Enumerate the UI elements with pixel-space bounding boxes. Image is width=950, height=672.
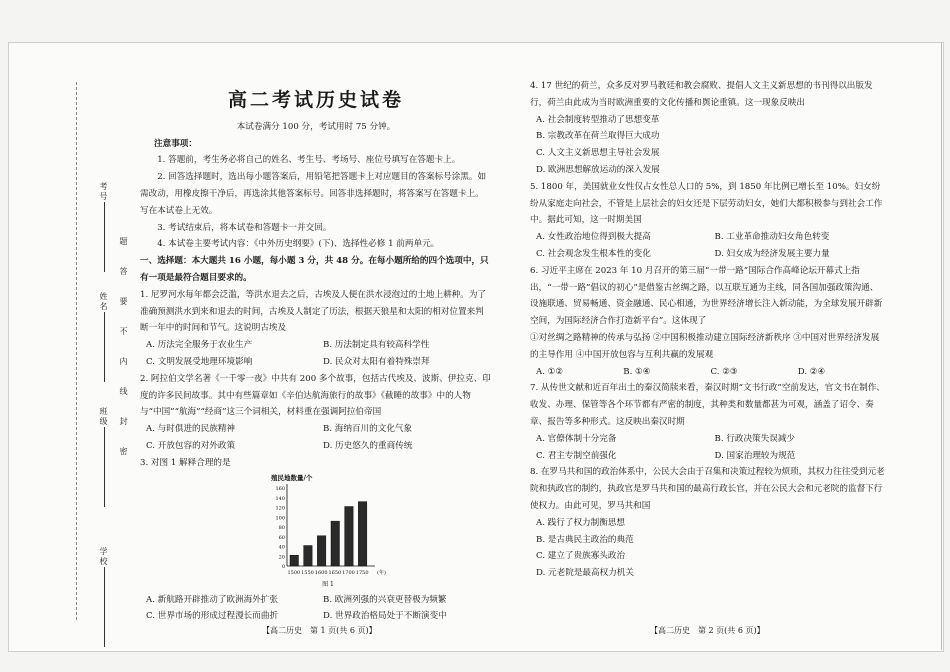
- option[interactable]: D. 元老院是最高权力机关: [536, 568, 634, 579]
- question-8-stem: 8. 在罗马共和国的政治体系中，公民大会由于召集和决策过程较为烦琐，其权力往往受到元老院和执政官的制约，执政官是罗马共和国的最高行政长官，并在公民大会和元老院的监督下行使权力。由此可见，罗马共和国: [530, 467, 885, 511]
- option[interactable]: C. 开放包容的对外政策: [146, 440, 236, 451]
- option[interactable]: B. 海纳百川的文化气象: [323, 424, 413, 435]
- x-tick-label: 1500: [287, 569, 301, 576]
- option[interactable]: C. 社会观念发生根本性的变化: [536, 248, 651, 259]
- label-school: 学校: [99, 547, 108, 567]
- notice-item: 4. 本试卷主要考试内容：《中外历史纲要》(下)、选择性必修 1 前两单元。: [157, 239, 440, 250]
- option[interactable]: C. 君主专制空前强化: [536, 450, 617, 461]
- question-7-options: [530, 431, 885, 465]
- option[interactable]: D. 世界政治格局处于不断演变中: [323, 611, 447, 622]
- y-tick-label: 20: [278, 553, 285, 560]
- figure-caption: 图 1: [322, 580, 334, 588]
- option[interactable]: D. 妇女成为经济发展主要力量: [714, 248, 830, 259]
- page-2-footer: 【高二历史 第 2 页(共 6 页)】: [650, 626, 765, 635]
- binding-margin: [8, 42, 128, 650]
- seal-char: 题: [119, 237, 128, 247]
- bar: [317, 535, 325, 565]
- option[interactable]: A. 女性政治地位得到极大提高: [536, 232, 651, 243]
- chart-title: 殖民地数量/个: [271, 473, 313, 482]
- option[interactable]: B. 是古典民主政治的典范: [536, 534, 634, 545]
- bar: [304, 545, 312, 565]
- exam-number-line: [104, 202, 105, 272]
- y-tick-label: 160: [275, 485, 285, 492]
- exam-title: 高二考试历史试卷: [227, 89, 404, 111]
- x-tick-label: 1600: [314, 569, 328, 576]
- bar: [345, 506, 353, 565]
- page-2-column: [530, 78, 885, 582]
- option[interactable]: C. 人文主义新思想主导社会发展: [536, 148, 660, 159]
- option[interactable]: A. 历法完全服务于农业生产: [146, 340, 253, 351]
- seal-char: 要: [119, 297, 128, 307]
- y-tick-label: 40: [278, 544, 285, 551]
- y-tick-label: 100: [275, 514, 285, 521]
- x-axis-label: (年): [377, 569, 386, 576]
- page-1-footer: 【高二历史 第 1 页(共 6 页)】: [262, 626, 377, 635]
- question-5-options: [530, 229, 885, 263]
- option[interactable]: A. 践行了权力制衡思想: [536, 517, 626, 528]
- question-6-stem: 6. 习近平主席在 2023 年 10 月召开的第三届“一带一路”国际合作高峰论坛开幕式上指出，“一带一路”倡议的初心”是借鉴古丝绸之路，以互联互通为主线，同各国加强政策沟通、设施联通、贸易畅通、资金融通、民心相通，为世界经济增长注入新动能，为全球发展开辟新空间，为国际经济合作打造新平台”。这体现了: [530, 265, 883, 327]
- y-tick-label: 80: [278, 524, 285, 531]
- y-tick-label: 0: [281, 563, 285, 570]
- question-1-stem: 1. 尼罗河水每年都会泛滥，等洪水退去之后，古埃及人便在洪水浸泡过的土地上耕种。为了准确预测洪水到来和退去的时间，古埃及人制定了历法，根据天狼星和太阳的相对位置来判断一年中的时间和节气。这说明古埃及: [140, 289, 487, 334]
- option[interactable]: D. 民众对太阳有着特殊崇拜: [323, 356, 430, 367]
- question-7-stem: 7. 从传世文献和近百年出土的秦汉简牍来看，秦汉时期“文书行政”空前发达，官文书在制作、收发、办理、保管等各个环节都有严密的制度，其种类和数量都甚为可观，涵盖了诏令、奏章、报告等多种形式。这反映出秦汉时期: [530, 383, 885, 427]
- option[interactable]: C. 世界市场的形成过程漫长而曲折: [146, 611, 279, 622]
- name-line: [104, 312, 105, 382]
- seal-char: 线: [119, 387, 128, 397]
- question-5-stem: 5. 1800 年，美国就业女性仅占女性总人口的 5%，到 1850 年比例已增长至 10%。妇女纷纷从家庭走向社会，不管是上层社会的妇女还是下层劳动妇女，她们大都积极参与到社会工作中。据此可知，这一时期美国: [530, 181, 883, 226]
- bar: [358, 501, 366, 565]
- notice-item: 3. 考试结束后，将本试卷和答题卡一并交回。: [157, 222, 332, 233]
- question-6-statements: ①对丝绸之路精神的传承与弘扬 ②中国积极推动建立国际经济新秩序 ③中国对世界经济发展的主导作用 ④中国开放包容与互利共赢的发展观: [530, 332, 880, 360]
- notice-item: 2. 回答选择题时，选出每小题答案后，用铅笔把答题卡上对应题目的答案标号涂黑。如需改动，用橡皮擦干净后，再选涂其他答案标号。回答非选择题时，将答案写在答题卡上。写在本试卷上无效。: [140, 172, 487, 216]
- section-heading: 一、选择题：本大题共 16 小题，每小题 3 分，共 48 分。在每小题所给的四个选项中，只有一项是最符合题目要求的。: [140, 256, 489, 283]
- notice-item: 1. 答题前，考生务必将自己的姓名、考生号、考场号、座位号填写在答题卡上。: [157, 155, 461, 166]
- label-name: 姓名: [99, 292, 108, 312]
- question-1-options: [140, 337, 492, 371]
- x-tick-label: 1650: [328, 569, 342, 576]
- option[interactable]: D. ②④: [797, 366, 826, 377]
- option[interactable]: B. 行政决策失误减少: [714, 433, 796, 444]
- option[interactable]: A. 官僚体制十分完备: [536, 433, 617, 444]
- option[interactable]: C. ②③: [710, 366, 738, 377]
- question-2-options: [140, 421, 492, 455]
- seal-dashed-line: [76, 82, 77, 620]
- option[interactable]: A. 社会制度转型推动了思想变革: [536, 114, 660, 125]
- class-line: [104, 427, 105, 507]
- option[interactable]: C. 文明发展受地理环境影响: [146, 356, 253, 367]
- option[interactable]: D. 欧洲思想解放运动的深入发展: [536, 164, 660, 175]
- exam-subtitle: 本试卷满分 100 分，考试用时 75 分钟。: [236, 121, 396, 132]
- question-4-stem: 4. 17 世纪的荷兰，众多反对罗马教廷和教会腐败、提倡人文主义新思想的书刊得以出版发行，荷兰由此成为当时欧洲重要的文化传播和舆论重镇。这一现象反映出: [530, 81, 873, 108]
- seal-char: 不: [119, 327, 128, 337]
- question-3-options: [140, 592, 492, 626]
- school-line: [104, 567, 105, 647]
- option[interactable]: A. 新航路开辟推动了欧洲海外扩张: [146, 594, 278, 605]
- x-tick-label: 1700: [342, 569, 355, 576]
- option[interactable]: B. 欧洲列强的兴衰更替极为频繁: [323, 594, 447, 605]
- bar: [290, 555, 298, 566]
- right-edge: [941, 42, 942, 650]
- y-tick-label: 120: [275, 505, 285, 512]
- question-2-stem: 2. 阿拉伯文学名著《一千零一夜》中共有 200 多个故事，包括古代埃及、波斯、伊拉克、印度的许多民间故事。其中有些篇章如《辛伯达航海旅行的故事》《截睡的故事》中的人物与“中国”“航海”“经商”这三个词相关，材料重在强调阿拉伯帝国: [140, 373, 491, 418]
- x-tick-label: 1750: [355, 569, 369, 576]
- option[interactable]: A. ①②: [536, 366, 564, 377]
- option[interactable]: C. 建立了贵族寡头政治: [536, 551, 626, 562]
- option[interactable]: B. 历法制定具有较高科学性: [323, 340, 430, 351]
- option[interactable]: D. 历史悠久的重商传统: [323, 440, 413, 451]
- notice-heading: 注意事项：: [154, 138, 197, 149]
- label-exam-number: 考号: [99, 182, 108, 202]
- y-tick-label: 60: [278, 534, 285, 541]
- label-class: 班级: [99, 407, 108, 427]
- question-4-options: [530, 112, 885, 179]
- seal-char: 答: [119, 267, 128, 277]
- question-8-options: [530, 515, 885, 582]
- question-6-options: [530, 364, 885, 381]
- y-tick-label: 140: [275, 495, 285, 502]
- option[interactable]: D. 国家治理较为规范: [714, 450, 796, 461]
- figure-1: [140, 472, 492, 592]
- option[interactable]: B. 宗教改革在荷兰取得巨大成功: [536, 131, 660, 142]
- bar: [331, 521, 339, 566]
- page-1-column: [140, 78, 492, 625]
- seal-char: 内: [119, 357, 128, 367]
- option[interactable]: A. 与时俱进的民族精神: [146, 424, 236, 435]
- x-tick-label: 1550: [301, 569, 314, 576]
- seal-char: 封: [119, 417, 128, 427]
- option[interactable]: B. ①④: [623, 366, 651, 377]
- question-3-stem: 3. 对图 1 解释合理的是: [140, 457, 231, 468]
- colony-bar-chart: [265, 472, 385, 592]
- option[interactable]: B. 工业革命推动妇女角色转变: [714, 232, 830, 243]
- seal-char: 密: [119, 447, 128, 457]
